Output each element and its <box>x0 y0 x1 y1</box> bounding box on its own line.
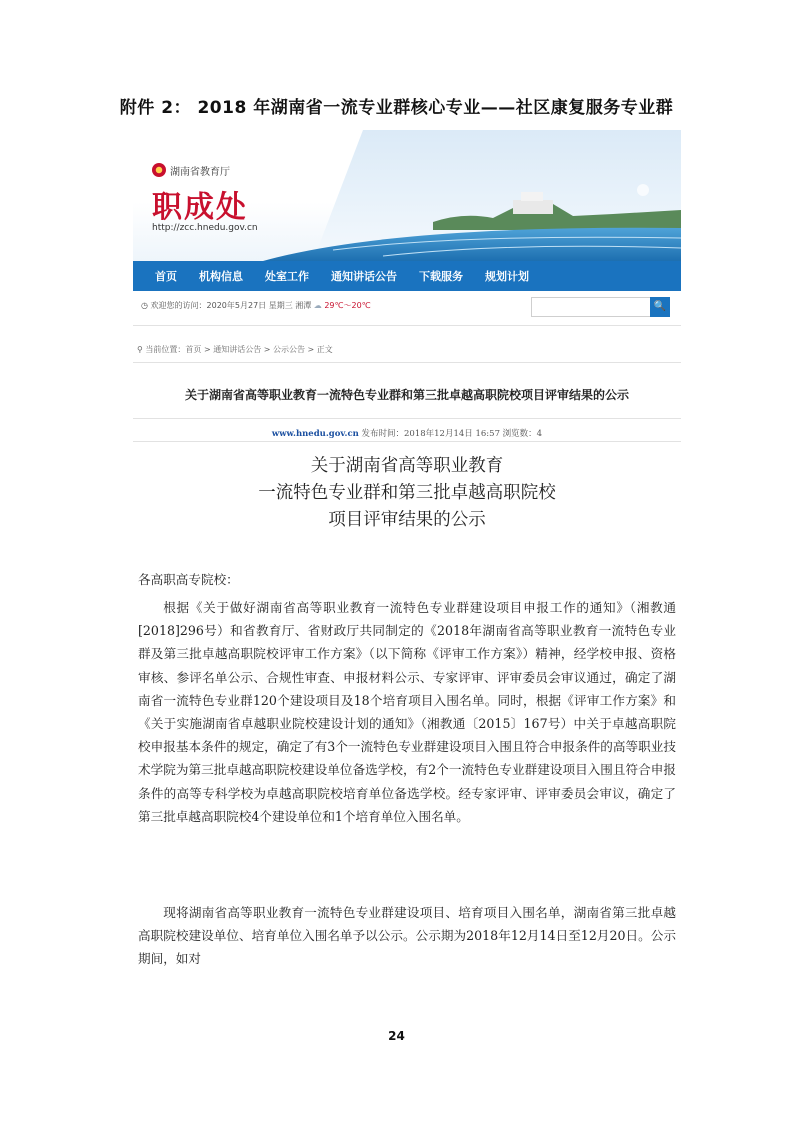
article-body-title: 关于湖南省高等职业教育 一流特色专业群和第三批卓越高职院校 项目评审结果的公示 <box>258 456 556 530</box>
weather-icon: ☁ <box>313 301 322 310</box>
temperature: 29℃～20℃ <box>324 301 371 310</box>
site-logo-text: 职成处 <box>152 190 248 225</box>
location-icon: ⚲ <box>137 345 143 354</box>
document-heading: 附件 2： 2018 年湖南省一流专业群核心专业——社区康复服务专业群 <box>119 98 674 118</box>
search-icon[interactable]: 🔍 <box>650 297 670 317</box>
site-url: http://zcc.hnedu.gov.cn <box>152 223 258 233</box>
search-input[interactable] <box>531 297 651 317</box>
main-nav <box>133 261 681 291</box>
page-number: 24 <box>388 1029 405 1043</box>
national-emblem-icon <box>152 163 166 177</box>
breadcrumb: ⚲ 当前位置：首页 > 通知讲话公告 > 公示公告 > 正文 <box>137 345 333 354</box>
paragraph: 现将湖南省高等职业教育一流特色专业群建设项目、培育项目入围名单，湖南省第三批卓越高职院校建设单位、培育单位入围名单予以公示。公示期为2018年12月14日至12月20日。公示期间，如对 <box>138 905 676 967</box>
divider <box>133 441 681 442</box>
nav-organization[interactable]: 机构信息 <box>199 270 243 283</box>
department-name: 湖南省教育厅 <box>170 167 230 178</box>
webpage-screenshot <box>133 130 681 1000</box>
divider <box>133 418 681 419</box>
nav-home[interactable]: 首页 <box>155 270 177 283</box>
divider <box>133 362 681 363</box>
paragraph: 根据《关于做好湖南省高等职业教育一流特色专业群建设项目申报工作的通知》（湘教通[2018]296号）和省教育厅、省财政厅共同制定的《2018年湖南省高等职业教育一流特色专业群及第三批卓越高职院校评审工作方案》（以下简称《评审工作方案》）精神，经学校申报、资格审核、参评名单公示、合规性审查、申报材料公示、专家评审、评审委员会审议通过，确定了湖南省一流特色专业群120个建设项目及18个培育项目入围名单。同时，根据《评审工作方案》和《关于实施湖南省卓越职业院校建设计划的通知》（湘教通〔2015〕167号）中关于卓越高职院校申报基本条件的规定，确定了有3个一流特色专业群建设项目入围且符合申报条件的高等职业技术学院为第三批卓越高职院校建设单位备选学校，有2个一流特色专业群建设项目入围且符合申报条件的高等专科学校为卓越高职院校培育单位备选学校。经专家评审、评审委员会审议，确定了第三批卓越高职院校4个建设单位和1个培育单位入围名单。 <box>138 600 676 824</box>
nav-office-work[interactable]: 处室工作 <box>265 270 309 283</box>
article-meta: www.hnedu.gov.cn 发布时间：2018年12月14日 16:57 浏览数：4 <box>271 429 543 439</box>
article-title: 关于湖南省高等职业教育一流特色专业群和第三批卓越高职院校项目评审结果的公示 <box>184 388 629 402</box>
clock-icon: ◷ <box>141 301 148 310</box>
article-source[interactable]: www.hnedu.gov.cn <box>271 429 359 439</box>
divider <box>133 325 681 326</box>
nav-notices[interactable]: 通知讲话公告 <box>331 270 397 283</box>
info-bar <box>133 294 681 318</box>
nav-planning[interactable]: 规划计划 <box>485 270 529 283</box>
salutation: 各高职高专院校： <box>138 572 239 587</box>
welcome-text: ◷ 欢迎您的访问：2020年5月27日 星期三 湘潭 ☁ 29℃～20℃ <box>141 301 371 310</box>
nav-downloads[interactable]: 下载服务 <box>419 270 463 283</box>
site-banner <box>133 130 681 261</box>
